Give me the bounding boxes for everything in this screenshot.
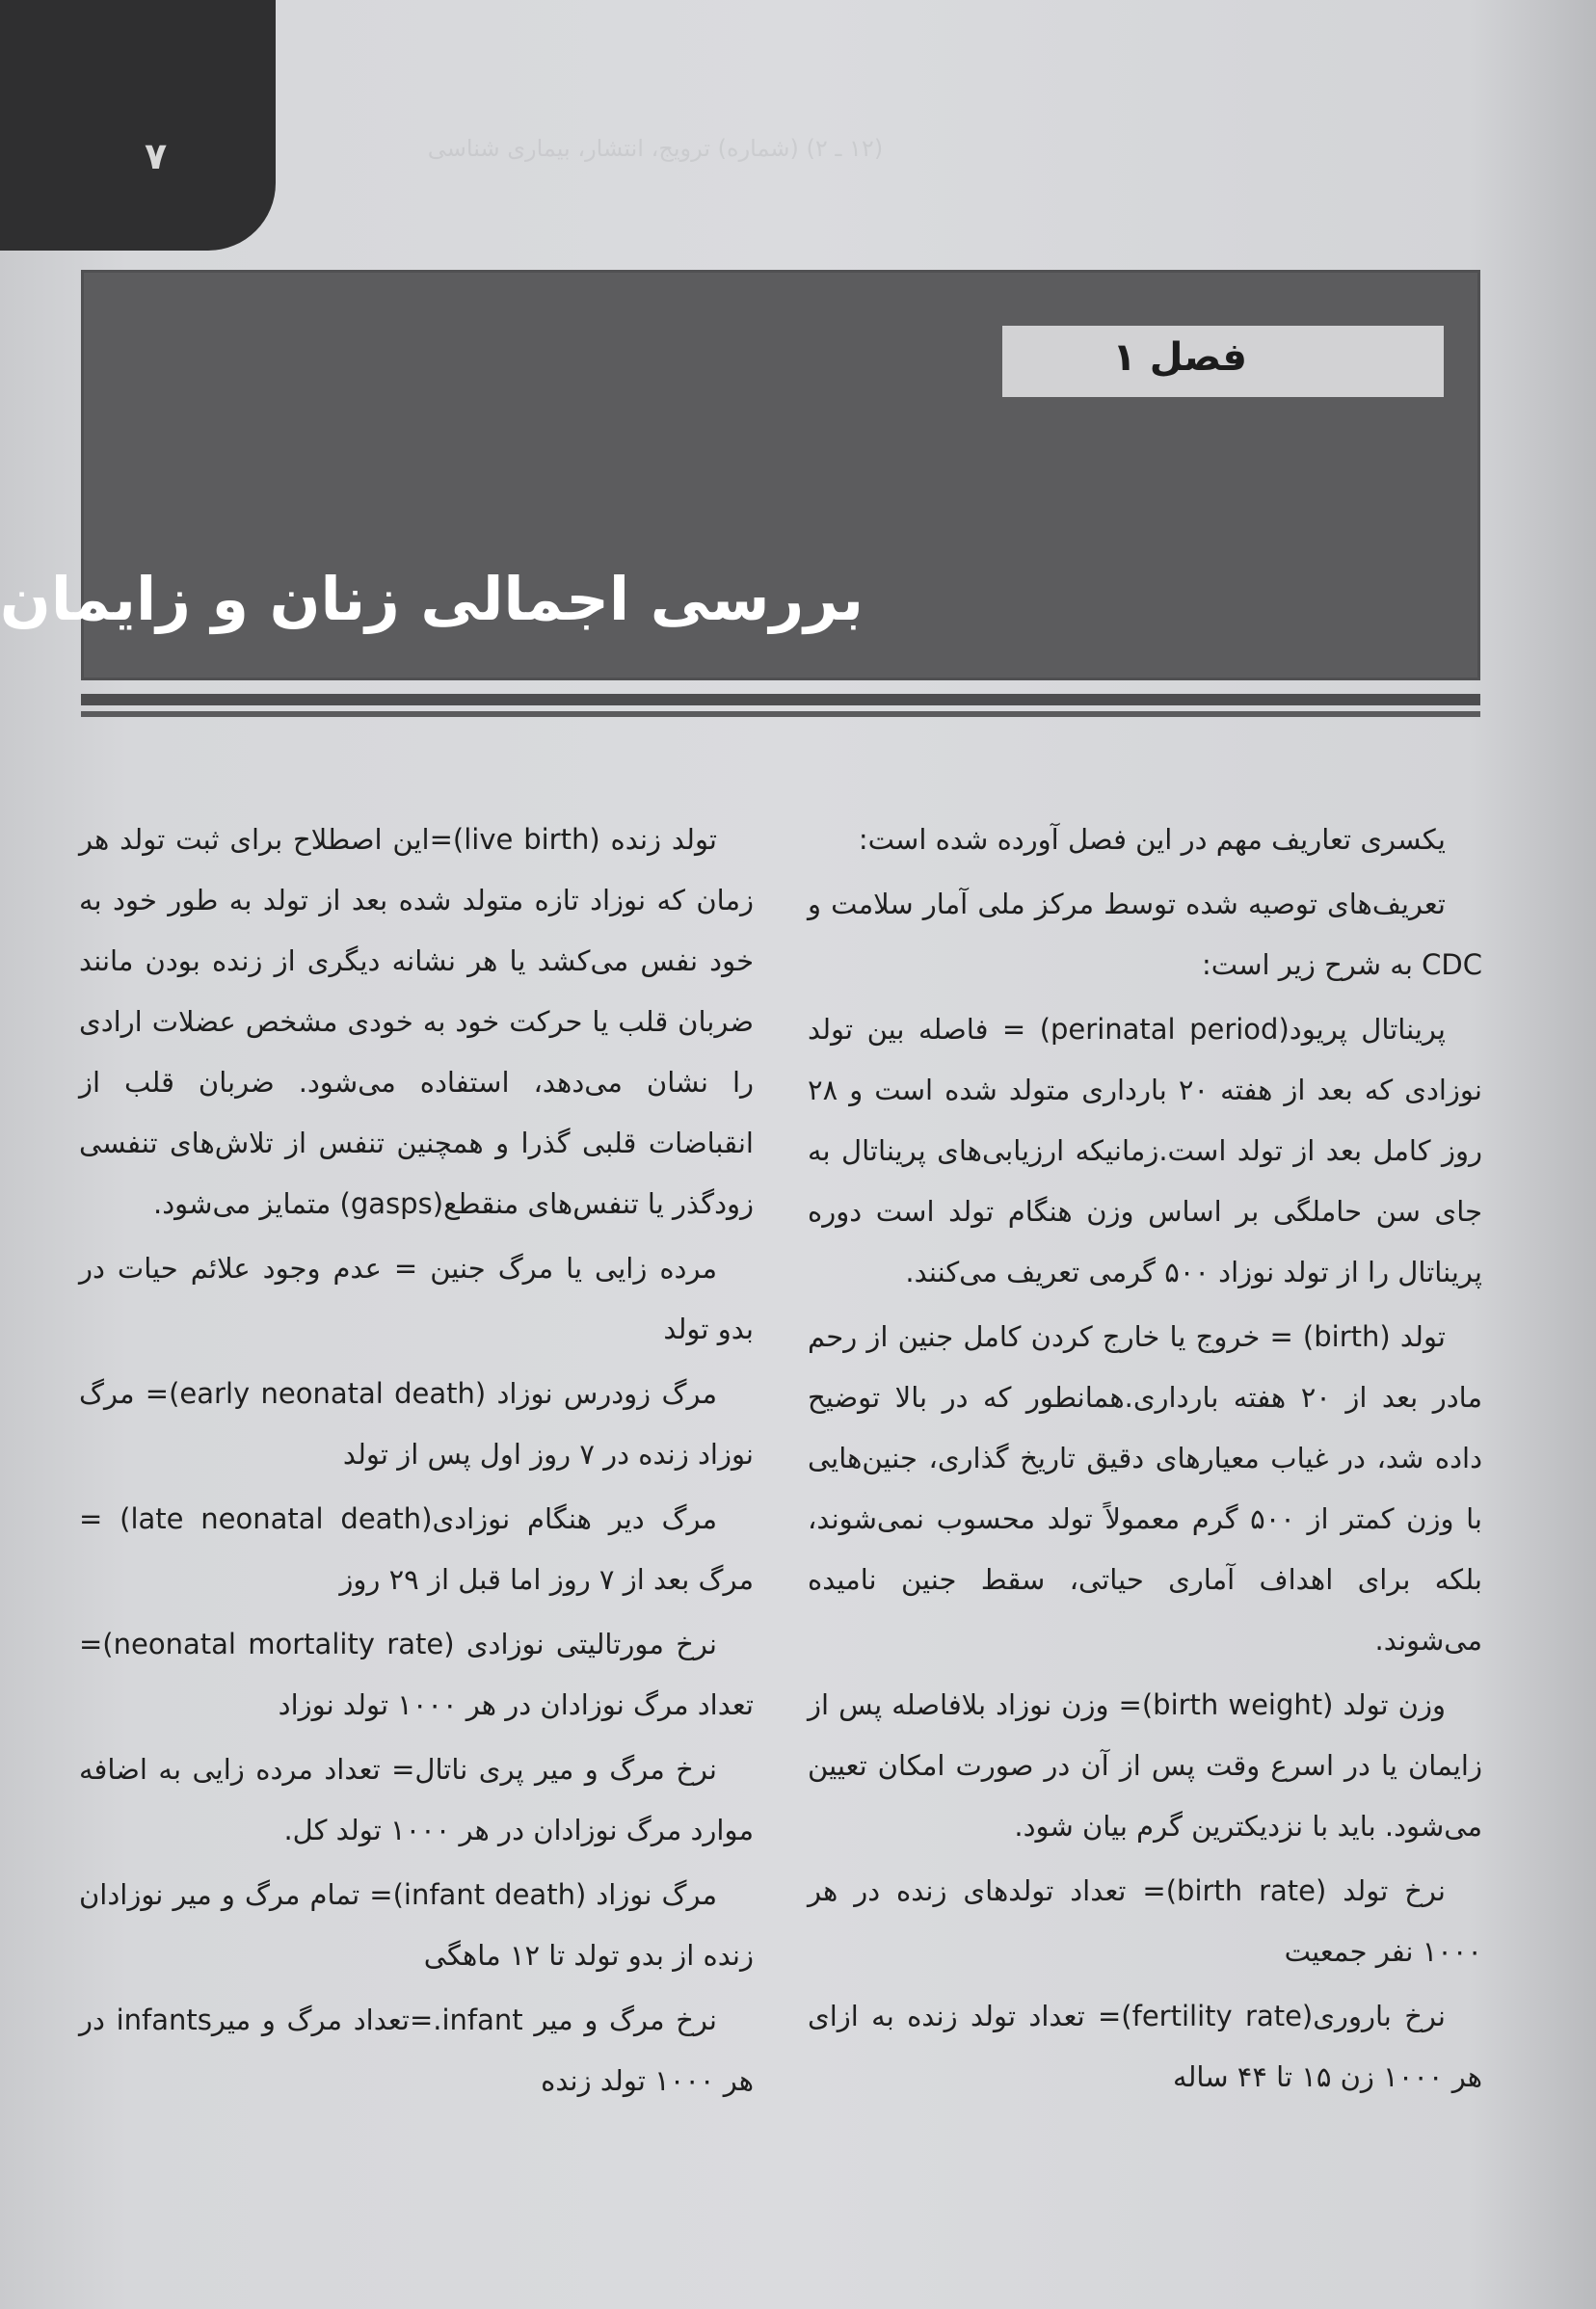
page-number: ۷ <box>145 135 168 177</box>
divider-thin <box>81 711 1480 717</box>
definition-infant-death: مرگ نوزاد (infant death)= تمام مرگ و میر نوزادان زنده از بدو تولد تا ۱۲ ماهگی <box>79 1878 754 1972</box>
paragraph: یکسری تعاریف مهم در این فصل آورده شده است: <box>858 823 1446 856</box>
definition-birth-weight: وزن تولد (birth weight)= وزن نوزاد بلافاصله پس از زایمان یا در اسرع وقت پس از آن در صورت امکان تعیین می‌شود. باید با نزدیکترین گرم بیان شود. <box>808 1688 1482 1843</box>
chapter-banner <box>0 270 1480 680</box>
definition-infant-mortality-rate: نرخ مرگ و میر infant.=تعداد مرگ و میرinfants در هر ۱۰۰۰ تولد زنده <box>79 2004 754 2097</box>
definition-live-birth: تولد زنده (live birth)=این اصطلاح برای ثبت تولد هر زمان که نوزاد تازه متولد شده بعد از تولد به طور خود به خود نفس می‌کشد یا هر نشانه دیگری از زنده بودن مانند ضربان قلب یا حرکت خود به خودی مشخص عضلات ارادی را نشان می‌دهد، استفاده می‌شود. ضربان قلب از انقباضات قلبی گذرا و همچنین تنفس از تلاش‌های تنفسی زودگذر یا تنفس‌های منقطع(gasps) متمایز می‌شود. <box>79 823 754 1220</box>
divider-thick <box>81 694 1480 705</box>
chapter-title: بررسی اجمالی زنان و زایمان <box>0 564 864 634</box>
chapter-label: فصل ۱ <box>1112 335 1247 380</box>
definition-perinatal-period: پریناتال پریود(perinatal period) = فاصله بین تولد نوزادی که بعد از هفته ۲۰ بارداری متولد شده است و ۲۸ روز کامل بعد از تولد است.زمانیکه ارزیابی‌های پریناتال به جای سن حاملگی بر اساس وزن هنگام تولد است دوره پریناتال را از تولد نوزاد ۵۰۰ گرمی تعریف می‌کنند. <box>808 1013 1482 1288</box>
definition-birth: تولد (birth) = خروج یا خارج کردن کامل جنین از رحم مادر بعد از ۲۰ هفته بارداری.همانطور که در بالا توضیح داده شد، در غیاب معیارهای دقیق تاریخ گذاری، جنین‌هایی با وزن کمتر از ۵۰۰ گرم معمولاً تولد محسوب نمی‌شوند، بلکه برای اهداف آماری حیاتی، سقط جنین نامیده می‌شوند. <box>808 1320 1483 1657</box>
left-text-column <box>79 809 754 2115</box>
paragraph: تعریف‌های توصیه شده توسط مرکز ملی آمار سلامت و CDC به شرح زیر است: <box>808 888 1482 981</box>
chapter-label-box <box>1002 326 1444 397</box>
definition-late-neonatal-death: مرگ دیر هنگام نوزادی(late neonatal death) = مرگ بعد از ۷ روز اما قبل از ۲۹ روز <box>79 1502 754 1596</box>
definition-neonatal-mortality-rate: نرخ مورتالیتی نوزادی (neonatal mortality rate)= تعداد مرگ نوزادان در هر ۱۰۰۰ تولد نوزاد <box>79 1628 754 1721</box>
definition-fertility-rate: نرخ باروری(fertility rate)= تعداد تولد زنده به ازای هر ۱۰۰۰ زن ۱۵ تا ۴۴ ساله <box>808 2000 1482 2093</box>
running-header: (۱۲ ـ ۲) (شماره) ترویج، انتشار، بیماری شناسی <box>427 135 884 162</box>
page-number-tab <box>0 0 276 251</box>
definition-perinatal-mortality-rate: نرخ مرگ و میر پری ناتال= تعداد مرده زایی به اضافه موارد مرگ نوزادان در هر ۱۰۰۰ تولد کل. <box>79 1753 754 1846</box>
definition-stillbirth: مرده زایی یا مرگ جنین = عدم وجود علائم حیات در بدو تولد <box>79 1252 754 1345</box>
definition-early-neonatal-death: مرگ زودرس نوزاد (early neonatal death)= مرگ نوزاد زنده در ۷ روز اول پس از تولد <box>79 1377 754 1471</box>
right-text-column <box>808 809 1482 2111</box>
definition-birth-rate: نرخ تولد (birth rate)= تعداد تولدهای زنده در هر ۱۰۰۰ نفر جمعیت <box>808 1874 1482 1968</box>
